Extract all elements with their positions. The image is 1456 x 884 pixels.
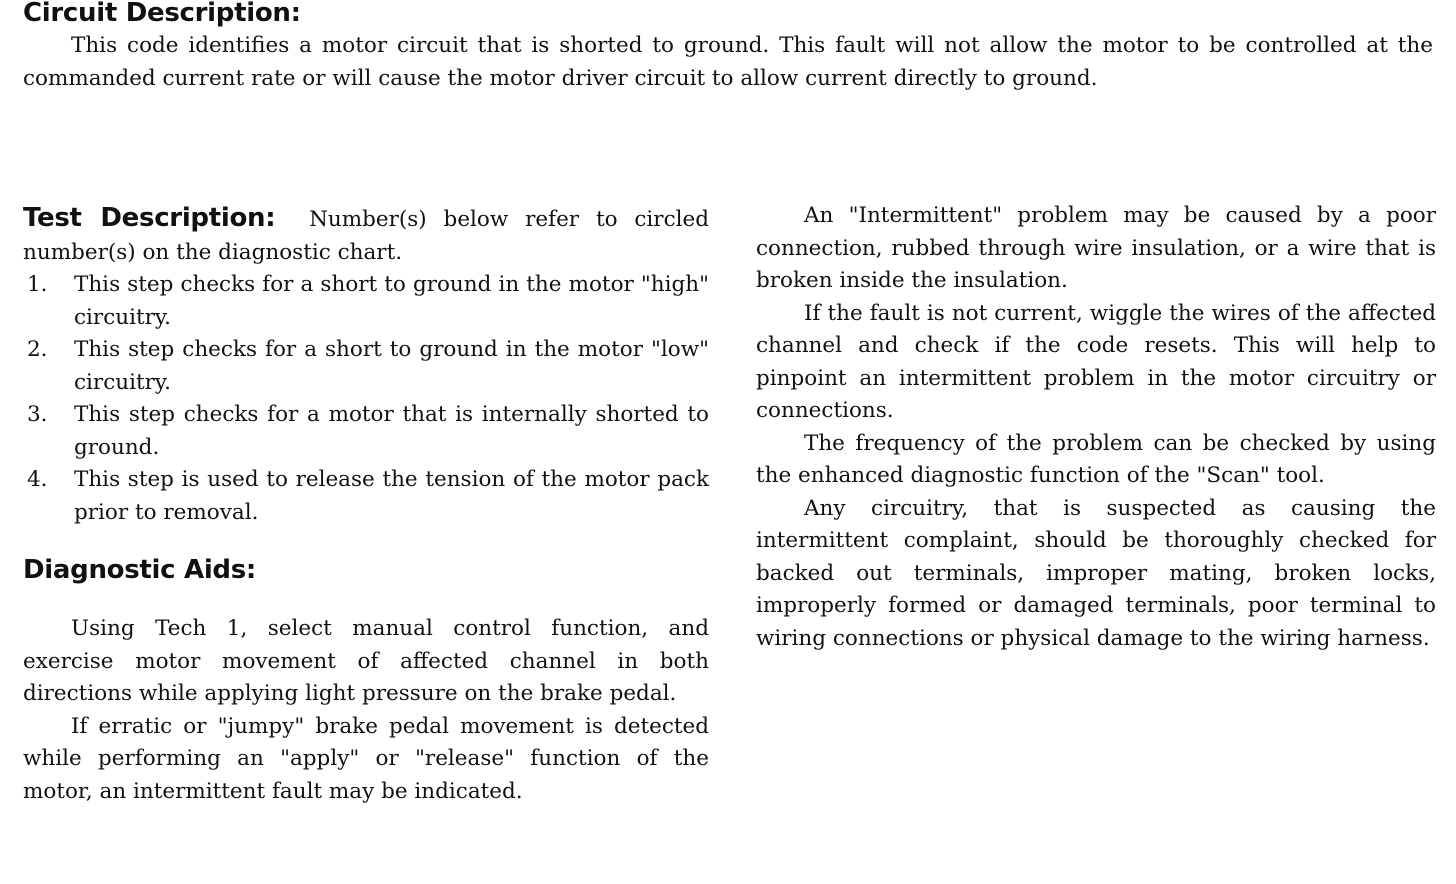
diagnostic-aids-heading: Diagnostic Aids:: [23, 555, 257, 585]
test-steps-list: [23, 269, 709, 529]
test-description-intro: Number(s) below refer to circled number(s) on the diagnostic chart.: [23, 207, 709, 265]
test-step: [23, 269, 709, 334]
diagnostic-aids-paragraph: If erratic or "jumpy" brake pedal movement is detected while performing an "apply" or "release" function of the motor, an intermittent fault may be indicated.: [23, 713, 709, 804]
intermittent-paragraph: The frequency of the problem can be checked by using the enhanced diagnostic function of the "Scan" tool.: [756, 430, 1436, 488]
test-step-number: 3.: [27, 402, 48, 427]
circuit-description-heading: Circuit Description:: [23, 0, 301, 28]
test-step: [23, 399, 709, 464]
test-step-text: This step checks for a short to ground in the motor "low" circuitry.: [74, 337, 709, 395]
test-description-heading: Test Description:: [23, 203, 276, 233]
test-description-intro-line: [23, 204, 709, 269]
right-column: [756, 200, 1436, 655]
test-step-text: This step is used to release the tension of the motor pack prior to removal.: [74, 467, 709, 525]
intermittent-paragraph: An "Intermittent" problem may be caused by a poor connection, rubbed through wire insulation, or a wire that is broken inside the insulation.: [756, 203, 1436, 293]
left-column: [23, 204, 709, 808]
intermittent-paragraph: If the fault is not current, wiggle the wires of the affected channel and check if the code resets. This will help to pinpoint an intermittent problem in the motor circuitry or connections.: [756, 300, 1436, 423]
circuit-description-section: [23, 0, 1433, 95]
circuit-description-text: This code identifies a motor circuit that is shorted to ground. This fault will not allow the motor to be controlled at the commanded current rate or will cause the motor driver circuit to allow current directly to ground.: [23, 33, 1433, 91]
test-step-number: 4.: [27, 467, 48, 492]
diagnostic-aids-paragraph: Using Tech 1, select manual control function, and exercise motor movement of affected channel in both directions while applying light pressure on the brake pedal.: [23, 616, 709, 706]
intermittent-paragraph: Any circuitry, that is suspected as causing the intermittent complaint, should be thoroughly checked for backed out terminals, improper mating, broken locks, improperly formed or damaged terminals, poor terminal to wiring connections or physical damage to the wiring harness.: [756, 495, 1436, 651]
test-step: [23, 334, 709, 399]
test-step-number: 1.: [27, 272, 48, 297]
test-step-text: This step checks for a motor that is internally shorted to ground.: [74, 402, 709, 460]
test-step: [23, 464, 709, 529]
test-step-text: This step checks for a short to ground in the motor "high" circuitry.: [74, 272, 709, 330]
test-step-number: 2.: [27, 337, 48, 362]
